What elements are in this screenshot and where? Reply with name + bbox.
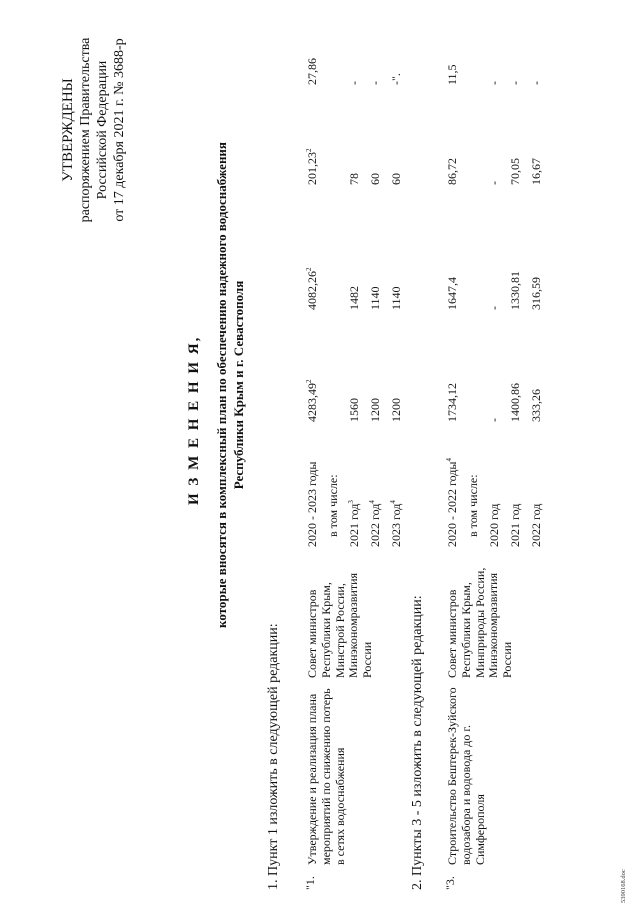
section1-row2-period-footnote: 3 [347,500,355,504]
section1-row3-c2: 1140 [368,286,382,310]
section1-row4-c1: 1200 [389,398,403,422]
section2-row2-c3: - [487,181,501,185]
section2-row0-period-footnote: 4 [445,458,453,462]
section1-row0-c2: 4082,26$^2$ [305,267,319,310]
section1-row3-c4: - [368,81,382,85]
approval-line1: распоряжением Правительства [78,37,93,223]
section2-row2-c2: - [487,306,501,310]
document-subtitle-1: которые вносятся в комплексный план по обеспечению надежного водоснабжения [214,142,229,628]
section1-row3-c3: 60 [368,173,382,185]
section1-row2-c3: 78 [347,173,361,185]
section2-heading: 2. Пункты 3 - 5 изложить в следующей редакции: [410,595,425,890]
section2-row4-period: 2022 год [529,503,543,547]
section1-row0-c1: 4283,49$^2$ [305,379,319,422]
section2-row2-c4: - [487,81,501,85]
section1-row0-c2-footnote: 2 [305,267,313,271]
section1-number: "1. [303,876,317,890]
document-subtitle-2: Республики Крым и г. Севастополя [231,280,246,490]
section1-row1-period: в том числе: [326,474,340,537]
approval-heading: УТВЕРЖДЕНЫ [60,78,76,182]
section1-row2-period: 2021 год$^3$ [347,500,361,547]
section1-row0-c3-footnote: 2 [305,148,313,152]
section1-row2-c1: 1560 [347,398,361,422]
section2-row0-c3: 86,72 [445,158,459,185]
section2-row3-c4: - [508,81,522,85]
approval-line2: Российской Федерации [95,60,110,200]
section2-row3-c3: 70,05 [508,158,522,185]
section1-row4-c2: 1140 [389,286,403,310]
section1-row2-c2: 1482 [347,286,361,310]
section1-row0-c4: 27,86 [305,58,319,85]
section1-name: Утверждение и реализация плана мероприятий по снижению потерь в сетях водоснабжения [305,688,347,865]
section1-row0-c1-footnote: 2 [305,379,313,383]
section2-row3-period: 2021 год [508,503,522,547]
section2-row1-period: в том числе: [466,474,480,537]
section1-heading: 1. Пункт 1 изложить в следующей редакции: [266,623,281,890]
section1-row4-period-footnote: 4 [389,500,397,504]
section2-row0-period: 2020 - 2022 годы$^4$ [445,458,459,547]
document-title: И З М Е Н Е Н И Я, [186,335,202,505]
section2-row2-period: 2020 год [487,503,501,547]
section1-row4-c4: -". [389,73,403,85]
section1-row3-c1: 1200 [368,398,382,422]
section2-name: Строительство Бештерек-Зуйского водозабора и водовода до г. Симферополя [445,687,487,865]
section2-executors: Совет министров Республики Крым, Минприроды России, Минэкономразвития России [445,567,515,678]
section2-row3-c1: 1400,86 [508,383,522,422]
section1-row3-period: 2022 год$^4$ [368,500,382,547]
section2-row4-c1: 333,26 [529,389,543,422]
section2-row0-c1: 1734,12 [445,383,459,422]
section2-row2-c1: - [487,418,501,422]
section2-row4-c4: - [529,81,543,85]
section1-row0-period: 2020 - 2023 годы [305,461,319,547]
footer-filename: 5390168.doc [620,869,627,903]
section2-row0-c4: 11,5 [445,64,459,85]
section1-row4-c3: 60 [389,173,403,185]
approval-line3: от 17 декабря 2021 г. № 3688-р [112,38,127,222]
section1-row3-period-footnote: 4 [368,500,376,504]
section2-row0-c2: 1647,4 [445,277,459,310]
section1-row0-c3: 201,23$^2$ [305,148,319,185]
section1-executors: Совет министров Республики Крым, Минстрой России, Минэкономразвития России [305,572,375,678]
section2-number: "3. [443,876,457,890]
section1-row2-c4: - [347,81,361,85]
section1-row4-period: 2023 год$^4$ [389,500,403,547]
section2-row4-c3: 16,67 [529,158,543,185]
section2-row4-c2: 316,59 [529,277,543,310]
approval-block [60,15,128,245]
section2-row3-c2: 1330,81 [508,271,522,310]
